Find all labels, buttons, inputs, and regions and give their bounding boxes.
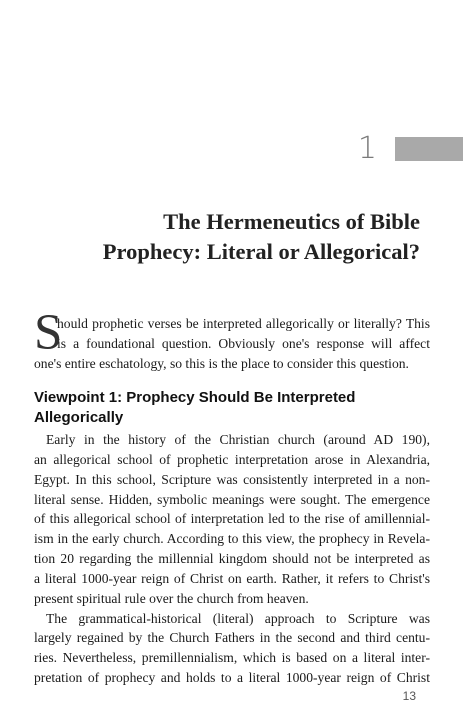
drop-cap: S [34, 305, 63, 361]
body-text [34, 430, 430, 688]
chapter-title-line-1: The Hermeneutics of Bible [163, 209, 420, 234]
intro-dropcap-block [34, 305, 430, 361]
body-line: pretation of prophecy and holds to a literal 1000-year reign of Christ [34, 670, 430, 686]
body-line: Early in the history of the Christian church (around AD 190), [46, 432, 430, 447]
body-line: ries. Nevertheless, premillennialism, which is based on a literal inter- [34, 650, 430, 666]
chapter-title [60, 207, 420, 267]
body-line: ism in the early church. According to this view, the prophecy in Revela- [34, 531, 430, 547]
body-line: Egypt. In this school, Scripture was consistently interpreted in a non- [34, 471, 430, 487]
chapter-title-line-2: Prophecy: Literal or Allegorical? [102, 239, 420, 264]
intro-line-3: one's entire eschatology, so this is the place to consider this question. [34, 355, 409, 371]
section-heading-line-1: Viewpoint 1: Prophecy Should Be Interpreted [34, 389, 356, 406]
body-line: present spiritual rule over the church from heaven. [34, 590, 309, 606]
body-line: The grammatical-historical (literal) approach to Scripture was [46, 610, 430, 626]
chapter-bar [395, 137, 463, 161]
page-number: 13 [402, 689, 416, 703]
body-line: literal sense. Hidden, symbolic meanings were sought. The emergence [34, 491, 430, 507]
body-line: a literal 1000-year reign of Christ on earth. Rather, it refers to Christ's [34, 570, 430, 586]
intro-line-2: is a foundational question. Obviously one's response will affect [57, 335, 430, 351]
body-line: an allegorical school of prophetic interpretation arose in Alexandria, [34, 451, 430, 467]
section-heading-line-2: Allegorically [34, 409, 124, 426]
section-heading [34, 388, 430, 428]
chapter-number: 1 [357, 131, 377, 166]
intro-line-1: hould prophetic verses be interpreted allegorically or literally? This [57, 316, 430, 331]
intro-paragraph [34, 305, 430, 374]
body-line: tion 20 regarding the millennial kingdom should not be interpreted as [34, 551, 430, 567]
body-line: of this allegorical school of interpretation led to the rise of amillennial- [34, 511, 430, 527]
body-line: largely regained by the Church Fathers in the second and third centu- [34, 630, 430, 646]
